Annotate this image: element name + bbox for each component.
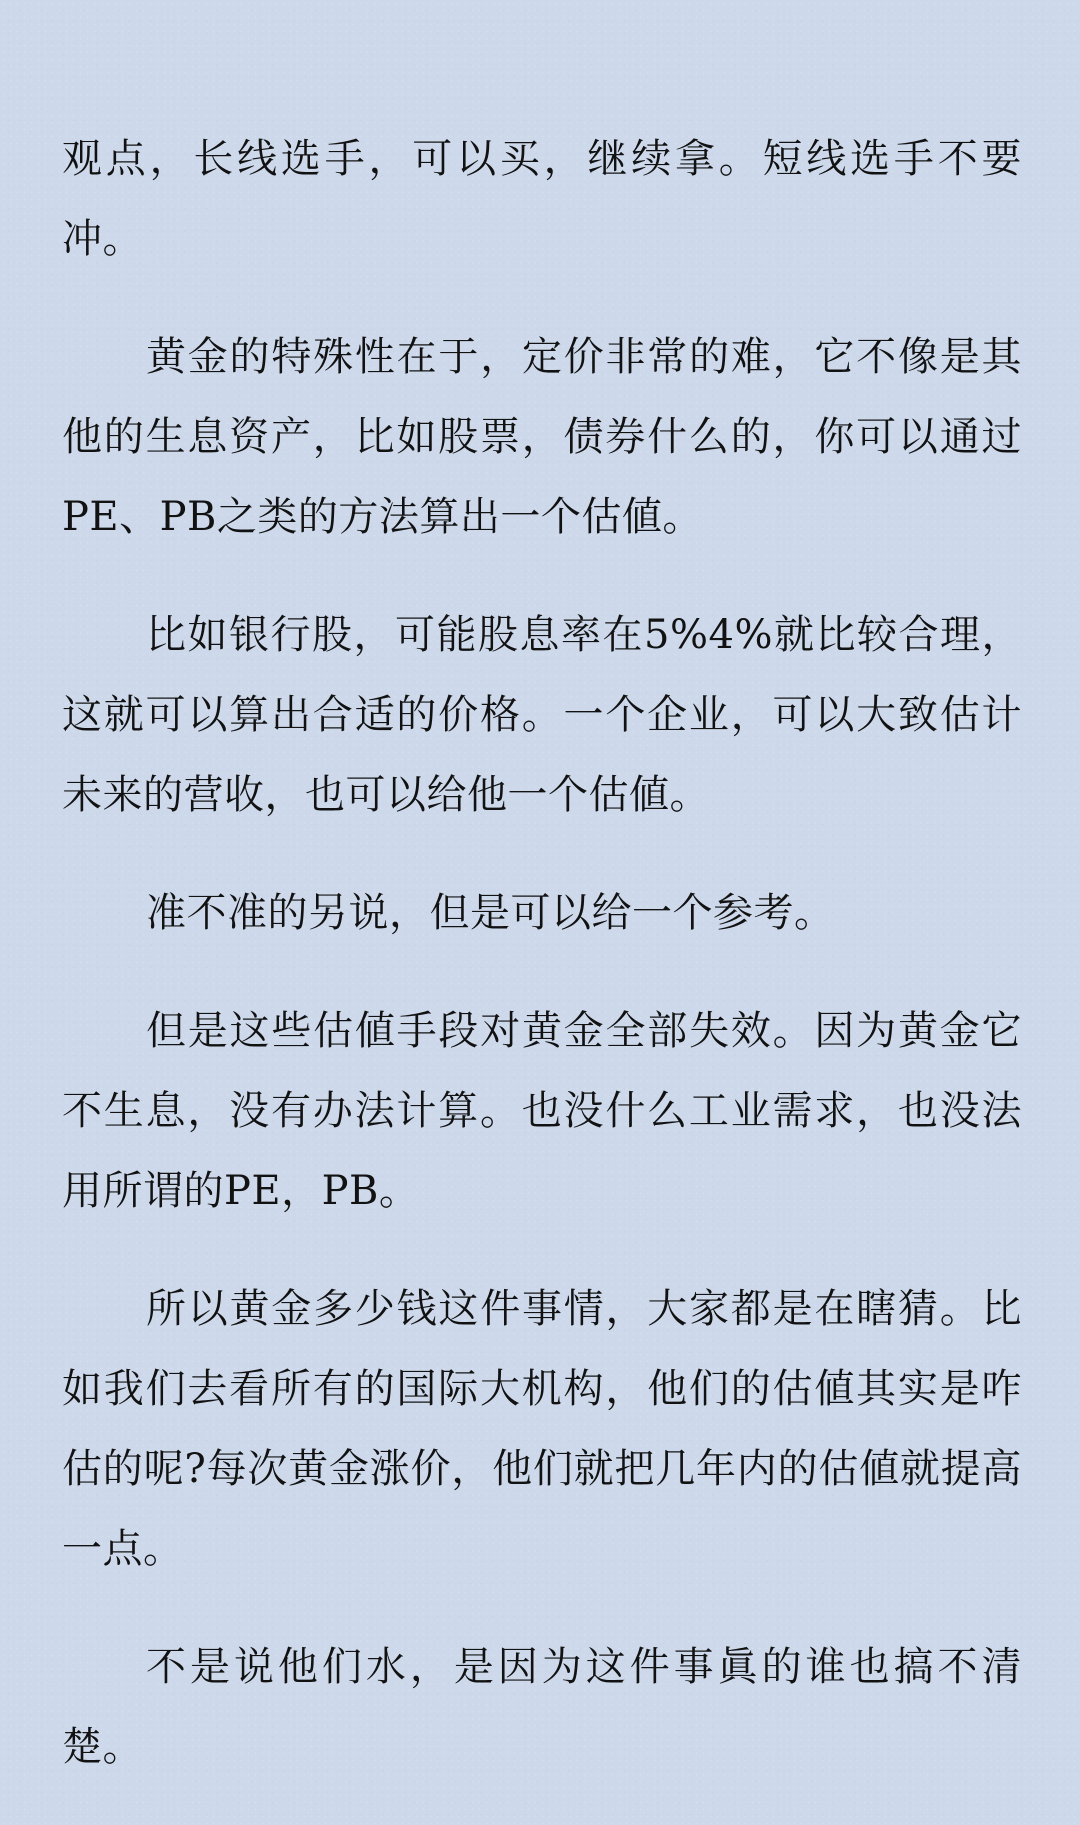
paragraph-7: 不是说他们水，是因为这件事眞的谁也搞不清楚。 <box>62 1644 1022 1770</box>
paragraph-2: 黄金的特殊性在于，定价非常的难，它不像是其他的生息资产，比如股票，债券什么的，你可以通过PE、PB之类的方法算出一个估値。 <box>62 334 1022 540</box>
article-body <box>62 119 1022 1825</box>
paragraph-6: 所以黄金多少钱这件事情，大家都是在瞎猜。比如我们去看所有的国际大机构，他们的估値其实是咋估的呢?每次黄金涨价，他们就把几年内的估値就提高一点。 <box>62 1286 1022 1572</box>
paragraph-4: 准不准的另说，但是可以给一个参考。 <box>146 890 835 936</box>
paragraph-5: 但是这些估値手段对黄金全部失效。因为黄金它不生息，没有办法计算。也没什么工业需求，也没法用所谓的PE，PB。 <box>62 1008 1022 1214</box>
paragraph-1: 观点，长线选手，可以买，继续拿。短线选手不要冲。 <box>62 136 1022 262</box>
paragraph-3: 比如银行股，可能股息率在5%4%就比较合理，这就可以算出合适的价格。一个企业，可以大致估计未来的营收，也可以给他一个估値。 <box>62 612 1022 818</box>
